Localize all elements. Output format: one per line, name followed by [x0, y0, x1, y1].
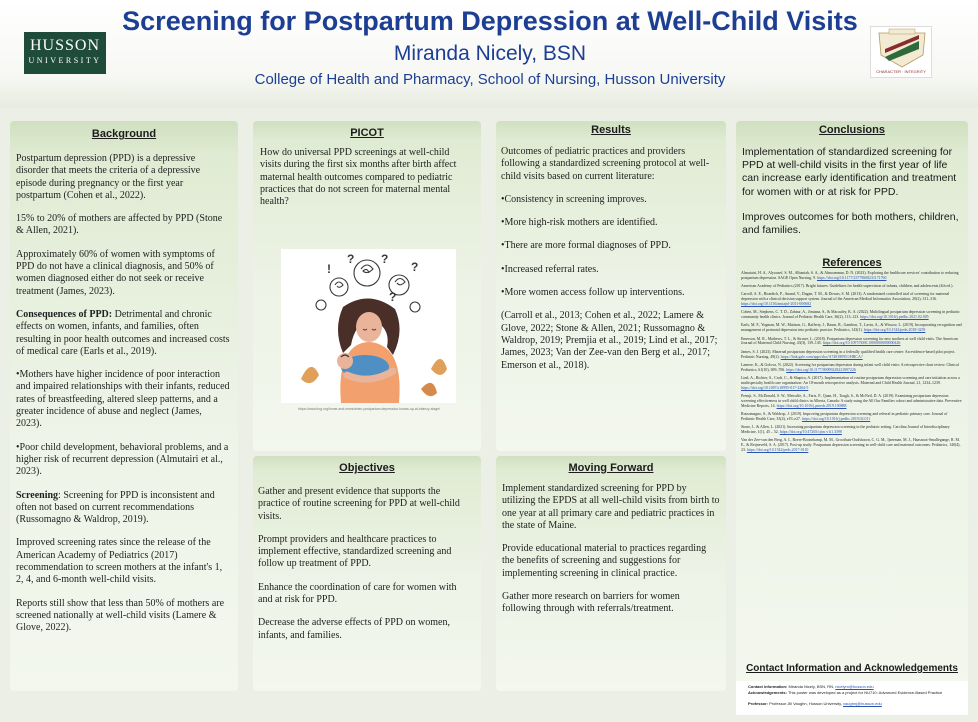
svg-text:?: ? [389, 290, 397, 304]
svg-text:!: ! [327, 262, 331, 276]
background-paragraph: 15% to 20% of mothers are affected by PPD (Stone & Allen, 2021). [16, 213, 223, 237]
screening-lead: Screening [16, 489, 59, 501]
reference-doi-link[interactable]: https://doi.org/10.1016/j.pmedr.2019.100888 [776, 403, 847, 408]
moving-forward-body [502, 483, 720, 627]
poster-author: Miranda Nicely, BSN [393, 42, 587, 65]
objective-item: Prompt providers and healthcare practices to implement effective, standardized screening and follow up treatment of PPD. [258, 533, 452, 570]
reference-entry [741, 363, 962, 373]
background-heading: Background [91, 128, 157, 140]
conclusion-item: Implementation of standardized screening for PPD at well-child visits in the first year of life can increase early identification and treatment for women with or at risk for PPD. [742, 146, 957, 198]
picot-panel [253, 121, 481, 451]
acknowledgements-line [748, 690, 964, 695]
background-paragraph: Reports still show that less than 50% of mothers are screened nationally at well-child visits (Lamere & Glove, 2022). [16, 597, 225, 634]
results-item: •Increased referral rates. [501, 263, 599, 275]
reference-text: Almutairi, H. A., Alyousef, S. M., Albaniah, S. A., & Almoammar, D. N. (2023). Exploring the healthcare services' contribution to reducing postpartum depression. SAGE Open Nursing, 9. [741, 271, 959, 280]
objective-item: Decrease the adverse effects of PPD on women, infants, and families. [258, 617, 450, 641]
reference-entry [741, 425, 962, 435]
background-panel [10, 121, 238, 691]
poster-title: Screening for Postpartum Depression at Well-Child Visits [122, 6, 858, 36]
reference-doi-link[interactable]: https://doi.org/10.1177/23779608231171760 [816, 275, 887, 280]
background-paragraph: Improved screening rates since the release of the American Academy of Pediatrics (2017) recommendation to screen mothers at the infant's 1, 2, 4, and 6-month well-child visits. [16, 537, 223, 586]
reference-text: Earls, M. F., Yogman, M. W., Mattson, G., Rafferty, J., Baum, R., Gambon, T., Lavin, A., & Wissow, L. (2019). Incorporating recognition and management of perinatal depression into pediatric practice. Pediatrics, 143(1). [741, 323, 962, 333]
reference-entry [741, 292, 962, 307]
reference-text: Premji, S., McDonald, S. W., Metcalfe, A., Faris, P., Quan, H., Tough, S., & McNeil, D. A. (2019). Examining postpartum depression screening effectiveness in well child clinics in Alberta, Canada: A study using the All Our Families cohort and administrative data. Preventive Medicine Reports, 14. [741, 393, 962, 408]
reference-text: James, S. J. (2023). Maternal postpartum depression screening in a federally qualified health care center: An evidence-based pilot project. Pediatric Nursing, 49(2). [741, 349, 956, 359]
reference-entry [741, 323, 962, 333]
reference-doi-link[interactable]: https://doi.org/10.47265/cjim.v1i1.3398 [779, 429, 842, 434]
results-item: •More women access follow up interventions. [501, 287, 685, 299]
reference-entry [741, 284, 962, 289]
contact-line [748, 684, 964, 689]
background-paragraph: Approximately 60% of women with symptoms of PPD do not have a clinical diagnosis, and 50% of women diagnosed either do not seek or receive treatment (James, 2023). [16, 248, 215, 297]
contact-heading: Contact Information and Acknowledgements [746, 663, 958, 674]
reference-doi-link[interactable]: https://link.gale.com/apps/doc/A748180951/HRCA? [780, 354, 863, 359]
references-list [741, 271, 962, 456]
logo-wordmark: HUSSON [29, 37, 100, 54]
svg-text:?: ? [381, 252, 389, 266]
reference-entry [741, 350, 962, 360]
contact-email-link[interactable]: nicelym@husson.edu [835, 684, 874, 689]
reference-entry [741, 412, 962, 422]
school-of-nursing-crest [870, 26, 932, 78]
acknowledgements-text: This poster was developed as a project for NU710: Advanced Evidence-Based Practice [786, 690, 943, 695]
reference-text: Cohen, M., Stephens, C. T. D., Zahaur, A., Jimiana, S., & Macauley, K. A. (2022). Multilingual postpartum depression screening in pediatric community health clinics. Journal of Pediatric Health Care, 36(2), 113–123. [741, 310, 960, 320]
reference-entry [741, 337, 962, 347]
professor-email-link[interactable]: vaughnj@husson.edu [843, 701, 882, 706]
reference-doi-link[interactable]: https://doi.org/10.1007/s10995-017-2264-5 [741, 385, 809, 390]
objective-item: Enhance the coordination of care for women with and at risk for PPD. [258, 581, 457, 606]
objectives-panel [253, 456, 481, 691]
reference-text: Carroll, A. E., Biondich, P., Anand, V., Dugan, T. M., & Downs, S. M. (2013). A randomized controlled trial of screening for maternal depression with a clinical decision support system. Journal of the American Medical Informatics Association, 20(2), 311–316. [741, 292, 950, 302]
professor-text: Professor Jill Vaughn, Husson University, [768, 701, 844, 706]
svg-text:?: ? [411, 260, 419, 274]
reference-text: Russomagno, S., & Waldrop, J. (2019). Improving postpartum depression screening and referral in pediatric primary care. Journal of Pediatric Health Care, 33(4), e19–e27. [741, 411, 948, 421]
reference-entry [741, 438, 962, 453]
background-body [16, 153, 230, 646]
contact-text: Miranda Nicely, BSN, RN, [787, 684, 836, 689]
consequences-lead: Consequences of PPD: [16, 308, 113, 320]
background-paragraph: Postpartum depression (PPD) is a depressive disorder that meets the criteria of a depressive episode during pregnancy or the first year postpartum (Cohen et al., 2022). [16, 153, 201, 201]
contact-info-box [736, 681, 968, 715]
reference-doi-link[interactable]: https://doi.org/10.1177/00099228221097226 [786, 367, 856, 372]
moving-forward-item: Provide educational material to practices regarding the benefits of screening and suggestions for implementing screening in clinical practice. [502, 543, 707, 579]
results-panel [496, 121, 726, 451]
reference-text: Lamere, K., & Golova, N. (2022). Screening for postpartum depression during infant well child visits: A retrospective chart review. Clinical Pediatrics, 61(10), 699–706. [741, 362, 959, 372]
background-paragraph: •Poor child development, behavioral problems, and a higher risk of recurrent depression (Almutairi et al., 2023). [16, 441, 229, 478]
conclusion-item: Improves outcomes for both mothers, children, and families. [742, 210, 959, 237]
results-heading: Results [591, 124, 631, 136]
reference-doi-link[interactable]: https://doi.org/10.1016/j.pedhc.2019.02.011 [801, 416, 871, 421]
objectives-body [258, 486, 473, 653]
reference-text: Lind, A., Richter, S., Craft, C., & Shapiro, A. (2017). Implementation of routine postpartum depression screening and care initiation across a multispecialty health care organization: An 18-month retrospective analysis. Maternal and Child Health Journal, 21, 1234–1239. [741, 375, 960, 385]
background-paragraph: •Mothers have higher incidence of poor interaction and impaired relationships with their infants, reduced rates of breastfeeding, altered sleep patterns, and a greater incidence of abuse and neglect (James, 2023). [16, 369, 230, 430]
consequences-text: Detrimental and chronic effects on women, infants, and families, often resulting in poor health outcomes and increased costs of medical care (Earls et al., 2019). [16, 308, 230, 357]
reference-doi-link[interactable]: https://doi.org/10.1016/j.pedhc.2021.02.005 [860, 315, 929, 320]
results-item: •Consistency in screening improves. [501, 193, 647, 205]
poster-header [0, 0, 978, 108]
references-heading: References [822, 257, 882, 269]
moving-forward-item: Gather more research on barriers for women following through with referrals/treatment. [502, 591, 680, 615]
reference-doi-link[interactable]: https://doi.org/10.1097/NMC.0000000000000426 [822, 341, 901, 346]
reference-doi-link[interactable]: https://doi.org/10.1542/peds.2017-0110 [746, 447, 809, 452]
conclusions-panel [736, 121, 968, 691]
results-item: •More high-risk mothers are identified. [501, 217, 658, 229]
mother-with-baby-illustration [281, 249, 456, 403]
reference-entry [741, 310, 962, 320]
reference-text: Van der Zee-van den Berg, A. I., Boere-Boonekamp, M. M., Groothuis-Oudshoorn, C. G. M., Ijzerman, M. J., Haasnoot-Smallegange, R. M. E., & Reijneveld, S. A. (2017). Post-up study: Postpartum depression screening in well-child care and maternal outcomes. Pediatrics, 140(4), 23. [741, 438, 961, 452]
husson-university-logo [24, 32, 106, 74]
reference-entry [741, 394, 962, 409]
reference-entry [741, 376, 962, 391]
screening-text: : Screening for PPD is inconsistent and often not based on current recommendations (Russomagno & Waldrop, 2019). [16, 489, 215, 526]
illustration-source-caption: https://www.frog.org/home-and-news/when-postpartum-depression-knows-up-at-infancy-stage/ [298, 407, 440, 411]
picot-question: How do universal PPD screenings at well-child visits during the first six months after birth affect maternal health outcomes compared to pediatric practices that do not screen for maternal mental health? [260, 147, 457, 208]
reference-entry [741, 271, 962, 281]
reference-doi-link[interactable]: https://doi.org/10.1136/amiajnl-2011-000682 [741, 302, 812, 307]
objectives-heading: Objectives [339, 462, 395, 474]
background-paragraph [16, 309, 230, 358]
professor-line [748, 701, 964, 706]
moving-forward-heading: Moving Forward [568, 462, 654, 474]
background-paragraph [16, 490, 230, 527]
reference-doi-link[interactable]: https://doi.org/10.1542/peds.2018-3259 [863, 328, 926, 333]
reference-text: Stone, J., & Allen, L. (2021). Increasing postpartum depression screening in the pediatric setting. Carolina Journal of Interdisciplinary Medicine, 1(1), 45 – 52. [741, 425, 950, 434]
contact-label: Contact information: [748, 684, 788, 689]
objective-item: Gather and present evidence that supports the practice of routine screening for PPD at well-child visits. [258, 486, 460, 522]
acknowledgements-label: Acknowledgements: [748, 690, 787, 695]
moving-forward-panel [496, 456, 726, 691]
moving-forward-item: Implement standardized screening for PPD by utilizing the EPDS at all well-child visits from birth to one year at all primary care and pediatric practices in the state of Maine. [502, 483, 720, 531]
results-body [501, 146, 720, 383]
conclusions-body [742, 146, 960, 249]
picot-heading: PICOT [350, 127, 384, 139]
conclusions-heading: Conclusions [818, 124, 885, 136]
results-intro: Outcomes of pediatric practices and providers following a standardized screening protocol at well-child visits based on current literature: [501, 146, 710, 182]
results-item: •There are more formal diagnoses of PPD. [501, 240, 671, 252]
professor-label: Professor: [748, 701, 769, 706]
crest-motto: CHARACTER · INTEGRITY [876, 69, 926, 74]
poster-affiliation: College of Health and Pharmacy, School of Nursing, Husson University [254, 71, 726, 88]
reference-text: American Academy of Pediatrics (2017). Bright futures: Guidelines for health supervision of infants, children, and adolescents (4th ed.). [741, 284, 954, 289]
reference-text: Emerson, M. R., Mathews, T. L., & Struwe, L. (2018). Postpartum depression screening for new mothers at well child visits. The American Journal of Maternal Child Nursing, 43(3), 139–145. [741, 336, 958, 346]
results-citations: (Carroll et al., 2013; Cohen et al., 2022; Lamere & Glove, 2022; Stone & Allen, 2021; Russomagno & Waldrop, 2019; Premjia et al., 2019; Lind et al., 2017; James, 2023; Van der Zee-van den Berg et al., 2017; Emerson et al., 2018). [501, 310, 718, 371]
svg-text:?: ? [347, 252, 355, 266]
logo-subline: UNIVERSITY [28, 56, 102, 65]
